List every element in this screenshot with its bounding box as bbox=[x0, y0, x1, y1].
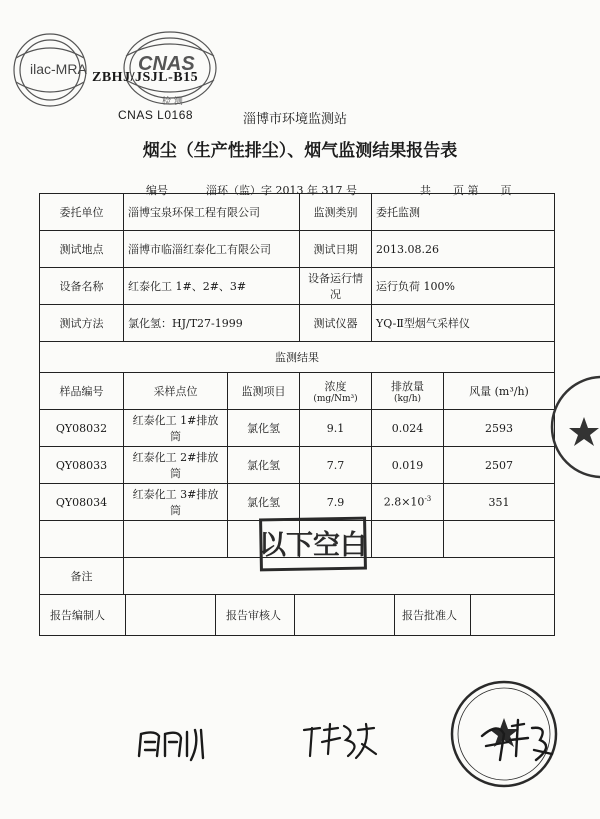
blank-below-stamp bbox=[258, 516, 368, 572]
emission-header-label: 排放量 bbox=[391, 380, 424, 393]
conc-header-label: 浓度 bbox=[324, 380, 347, 393]
conc-header-unit: (mg/Nm³) bbox=[313, 394, 358, 404]
type-value: 委托监测 bbox=[372, 194, 555, 231]
info-row-client bbox=[40, 194, 555, 231]
number-label: 编号 bbox=[146, 184, 168, 197]
info-row-site bbox=[40, 231, 555, 268]
conc-header bbox=[300, 373, 372, 410]
sample-cell: QY08033 bbox=[40, 447, 124, 484]
results-header-row bbox=[40, 373, 555, 410]
blank-stamp-text: 以下空白 bbox=[259, 530, 367, 561]
info-row-equipment bbox=[40, 268, 555, 305]
point-cell: 红泰化工 3#排放筒 bbox=[124, 484, 228, 521]
method-value: 氯化氢：HJ/T27-1999 bbox=[124, 305, 300, 342]
site-label: 测试地点 bbox=[40, 231, 124, 268]
table-row bbox=[40, 410, 555, 447]
status-label: 设备运行情况 bbox=[300, 268, 372, 305]
signature-divider bbox=[294, 595, 295, 635]
client-label: 委托单位 bbox=[40, 194, 124, 231]
sample-cell: QY08032 bbox=[40, 410, 124, 447]
emission-cell: 0.024 bbox=[372, 410, 444, 447]
page-count: 共 页 第 页 bbox=[420, 184, 512, 197]
method-label: 测试方法 bbox=[40, 305, 124, 342]
equipment-label: 设备名称 bbox=[40, 268, 124, 305]
flow-cell: 351 bbox=[444, 484, 555, 521]
cnas-logo-text: CNAS bbox=[138, 53, 195, 75]
emission-cell: 0.019 bbox=[372, 447, 444, 484]
reviewer-label: 报告审核人 bbox=[226, 609, 281, 622]
compiler-label: 报告编制人 bbox=[50, 609, 105, 622]
ilac-logo-text: ilac-MRA bbox=[30, 61, 87, 77]
conc-cell: 7.9 bbox=[300, 484, 372, 521]
report-number: 淄环（监）字 2013 年 317 号 bbox=[206, 184, 357, 197]
cnas-number: CNAS L0168 bbox=[118, 108, 194, 122]
item-cell: 氯化氢 bbox=[228, 410, 300, 447]
emission-base: 2.8×10 bbox=[383, 495, 425, 509]
signature-divider bbox=[215, 595, 216, 635]
sample-header: 样品编号 bbox=[40, 373, 124, 410]
report-title: 烟尘（生产性排尘）、烟气监测结果报告表 bbox=[142, 141, 458, 161]
emission-header bbox=[372, 373, 444, 410]
signature-divider bbox=[394, 595, 395, 635]
emission-cell bbox=[372, 484, 444, 521]
signature-divider bbox=[470, 595, 471, 635]
station-name: 淄博市环境监测站 bbox=[243, 112, 348, 127]
signature-divider bbox=[125, 595, 126, 635]
type-label: 监测类别 bbox=[300, 194, 372, 231]
instrument-label: 测试仪器 bbox=[300, 305, 372, 342]
point-cell: 红泰化工 2#排放筒 bbox=[124, 447, 228, 484]
signature-cell bbox=[40, 595, 555, 636]
emission-header-unit: (kg/h) bbox=[393, 394, 422, 404]
table-row bbox=[40, 484, 555, 521]
reviewer-signature bbox=[300, 720, 380, 762]
date-value: 2013.08.26 bbox=[372, 231, 555, 268]
approver-signature bbox=[478, 716, 558, 766]
signature-row bbox=[40, 595, 555, 636]
instrument-value: YQ-Ⅱ型烟气采样仪 bbox=[372, 305, 555, 342]
info-row-method bbox=[40, 305, 555, 342]
equipment-value: 红泰化工 1#、2#、3# bbox=[124, 268, 300, 305]
compiler-signature bbox=[135, 726, 210, 764]
approver-label: 报告批准人 bbox=[402, 609, 457, 622]
remarks-label: 备注 bbox=[40, 558, 124, 595]
flow-header: 风量 (m³/h) bbox=[444, 373, 555, 410]
flow-cell: 2507 bbox=[444, 447, 555, 484]
item-cell: 氯化氢 bbox=[228, 447, 300, 484]
edge-seal bbox=[540, 372, 600, 482]
flow-cell: 2593 bbox=[444, 410, 555, 447]
point-header: 采样点位 bbox=[124, 373, 228, 410]
site-value: 淄博市临淄红泰化工有限公司 bbox=[124, 231, 300, 268]
client-value: 淄博宝泉环保工程有限公司 bbox=[124, 194, 300, 231]
emission-exponent: -3 bbox=[424, 495, 432, 504]
document-code: ZBHJ/JSJL-B15 bbox=[92, 70, 199, 85]
table-row bbox=[40, 447, 555, 484]
point-cell: 红泰化工 1#排放筒 bbox=[124, 410, 228, 447]
conc-cell: 7.7 bbox=[300, 447, 372, 484]
cnas-logo-subtext: 检 测 bbox=[162, 97, 183, 107]
item-header: 监测项目 bbox=[228, 373, 300, 410]
sample-cell: QY08034 bbox=[40, 484, 124, 521]
date-label: 测试日期 bbox=[300, 231, 372, 268]
item-cell: 氯化氢 bbox=[228, 484, 300, 521]
status-value: 运行负荷 100% bbox=[372, 268, 555, 305]
conc-cell: 9.1 bbox=[300, 410, 372, 447]
results-section-title: 监测结果 bbox=[40, 342, 555, 373]
